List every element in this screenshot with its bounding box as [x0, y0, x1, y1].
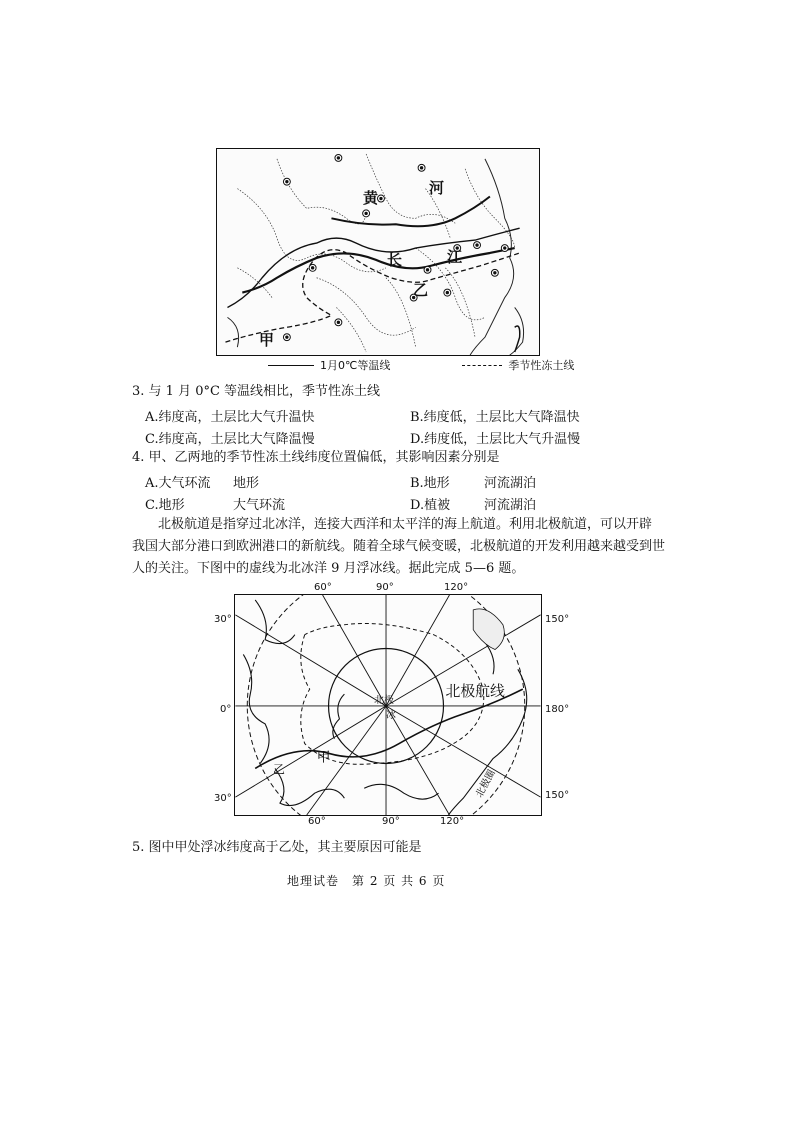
label-he: 河	[429, 179, 445, 197]
page-footer: 地理试卷 第 2 页 共 6 页	[287, 874, 446, 888]
q3-option-a: A.纬度高，土层比大气升温快	[145, 410, 315, 425]
q4-option-b-1: B.地形	[410, 476, 450, 491]
bottom-tick-120: 120°	[440, 816, 465, 827]
arctic-map-graphic	[235, 595, 541, 815]
top-tick-90: 90°	[376, 582, 394, 593]
legend-dashed-label: 季节性冻土线	[508, 359, 575, 372]
q3-option-c: C.纬度高，土层比大气降温慢	[145, 432, 315, 447]
passage	[132, 514, 692, 580]
label-yi: 乙	[413, 281, 429, 299]
legend-solid-line	[268, 365, 314, 366]
q3-option-b: B.纬度低，土层比大气降温快	[410, 410, 580, 425]
q5-stem: 5. 图中甲处浮冰纬度高于乙处，其主要原因可能是	[132, 840, 422, 855]
map1-legend	[268, 357, 574, 373]
q3-stem: 3. 与 1 月 0°C 等温线相比，季节性冻土线	[132, 384, 381, 399]
arctic-map	[234, 594, 542, 816]
arctic-circle-label: 北极圈	[474, 768, 498, 800]
label-chang: 长	[387, 251, 403, 269]
legend-dashed-line	[462, 365, 502, 366]
right-tick-150-bottom: 150°	[545, 790, 570, 801]
q4-option-d-1: D.植被	[410, 498, 451, 513]
label-jia-2: 甲	[316, 749, 331, 766]
ice-label: 冰	[386, 709, 396, 721]
q3-option-d: D.纬度低，土层比大气升温慢	[410, 432, 581, 447]
china-map	[216, 148, 540, 356]
passage-line-3: 人的关注。下图中的虚线为北冰洋 9 月浮冰线。据此完成 5—6 题。	[132, 561, 525, 576]
top-tick-120: 120°	[444, 582, 469, 593]
legend-solid-label: 1月0℃等温线	[320, 359, 391, 372]
q4-option-a-1: A.大气环流	[145, 476, 211, 491]
q4-option-c-2: 大气环流	[233, 498, 286, 513]
left-tick-30-top: 30°	[214, 614, 232, 625]
top-tick-60: 60°	[314, 582, 332, 593]
label-huang: 黄	[363, 189, 379, 207]
bottom-tick-90: 90°	[382, 816, 400, 827]
right-tick-150-top: 150°	[545, 614, 570, 625]
left-tick-0: 0°	[220, 704, 232, 715]
pole-label: 北极	[374, 695, 394, 707]
label-jia: 甲	[259, 331, 275, 349]
route-label: 北极航线	[445, 682, 505, 701]
q4-option-d-2: 河流湖泊	[484, 498, 537, 513]
passage-line-2: 我国大部分港口到欧洲港口的新航线。随着全球气候变暖，北极航道的开发利用越来越受到世	[132, 539, 666, 554]
label-yi-2: 乙	[273, 762, 285, 777]
passage-line-1: 北极航道是指穿过北冰洋，连接大西洋和太平洋的海上航道。利用北极航道，可以开辟	[158, 517, 653, 532]
bottom-tick-60: 60°	[308, 816, 326, 827]
q4-option-c-1: C.地形	[145, 498, 185, 513]
q4-stem: 4. 甲、乙两地的季节性冻土线纬度位置偏低，其影响因素分别是	[132, 450, 500, 465]
q4-option-a-2: 地形	[233, 476, 260, 491]
china-map-graphic	[217, 149, 539, 355]
right-tick-180: 180°	[545, 704, 570, 715]
left-tick-30-bottom: 30°	[214, 793, 232, 804]
q4-option-b-2: 河流湖泊	[484, 476, 537, 491]
label-jiang: 江	[447, 248, 463, 266]
